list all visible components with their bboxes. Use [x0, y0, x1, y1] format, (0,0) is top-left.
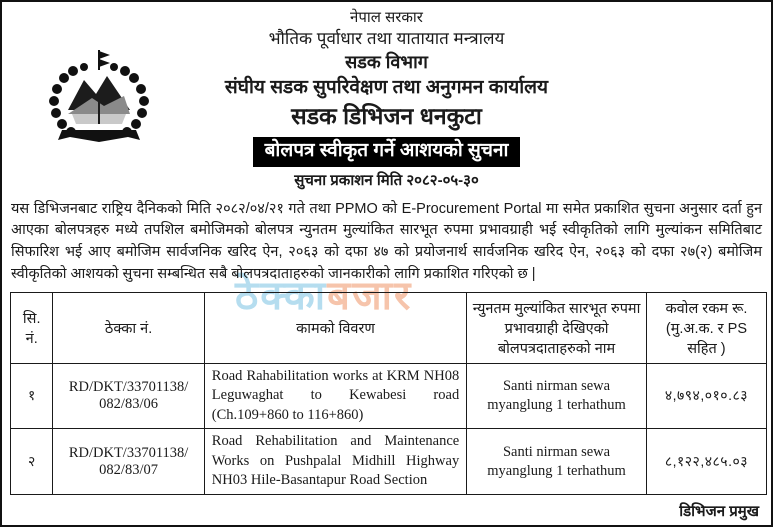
watermark-part1: ठेक्का [235, 274, 328, 318]
header-work-description: कामको विवरण [204, 292, 466, 363]
header-quoted-amount: कवोल रकम रू. (मु.अ.क. र PS सहित ) [646, 292, 766, 363]
tender-table [10, 292, 767, 495]
notice-title: बोलपत्र स्वीकृत गर्ने आशयको सुचना [253, 137, 521, 167]
row2-quoted-amount: ८,१२२,४८५.०३ [646, 429, 766, 495]
header-serial-no: सि. नं. [11, 292, 53, 363]
header-bidder-name: न्युनतम मुल्यांकित सारभूत रुपमा प्रभावग्राही देखिएको बोलपत्रदाताहरुको नाम [467, 292, 647, 363]
division-name: सडक डिभिजन धनकुटा [291, 103, 482, 130]
office-name: संघीय सडक सुपरिवेक्षण तथा अनुगमन कार्यालय [224, 76, 549, 98]
row1-contract-no: RD/DKT/33701138/ 082/83/06 [53, 363, 204, 429]
table-row [11, 363, 767, 429]
row1-quoted-amount: ४,७९४,०१०.८३ [646, 363, 766, 429]
letterhead [2, 2, 771, 191]
table-header-row [11, 292, 767, 363]
row2-serial-no: २ [11, 429, 53, 495]
notice-body-paragraph: यस डिभिजनबाट राष्ट्रिय दैनिकको मिति २०८२/०४/२१ गते तथा PPMO को E-Procurement Portal मा समेत प्रकाशित सुचना अनुसार दर्ता हुन आएका बोलपत्रहरु मध्ये तपशिल बमोजिमको बोलपत्र न्युनतम मुल्यांकित सारभूत रुपमा प्रभावग्राही भई स्वीकृतिको लागि मुल्यांकन समितिबाट सिफारिश भई आए बमोजिम सार्वजनिक खरिद ऐन, २०६३ को दफा ४७ को प्रयोजनार्थ सार्वजनिक खरिद ऐन, २०६३ को दफा २७(२) बमोजिम स्वीकृतिको आशयको सुचना सम्बन्धित सबै बोलपत्रदाताहरुको जानकारीको लागि प्रकाशित गरिएको छ | [11, 200, 762, 282]
header-contract-no: ठेक्का नं. [53, 292, 204, 363]
row1-serial-no: १ [11, 363, 53, 429]
watermark-part2: बजार [327, 274, 413, 318]
government-name: नेपाल सरकार [350, 9, 423, 26]
row2-work-description: Road Rehabilitation and Maintenance Works on Pushpalal Midhill Highway NH03 Hile-Basantapur Road Section [204, 429, 466, 495]
row1-bidder-name: Santi nirman sewa myanglung 1 terhathum [467, 363, 647, 429]
signature-title: डिभिजन प्रमुख [679, 502, 759, 520]
row1-work-description: Road Rahabilitation works at KRM NH08 Leguwaghat to Kewabesi road (Ch.109+860 to 116+860) [204, 363, 466, 429]
table-row [11, 429, 767, 495]
department-name: सडक विभाग [345, 52, 428, 72]
publication-date: सुचना प्रकाशन मिति २०८२-०५-३० [294, 171, 479, 189]
row2-bidder-name: Santi nirman sewa myanglung 1 terhathum [467, 429, 647, 495]
ministry-name: भौतिक पूर्वाधार तथा यातायात मन्त्रालय [268, 28, 505, 48]
row2-contract-no: RD/DKT/33701138/ 082/83/07 [53, 429, 204, 495]
